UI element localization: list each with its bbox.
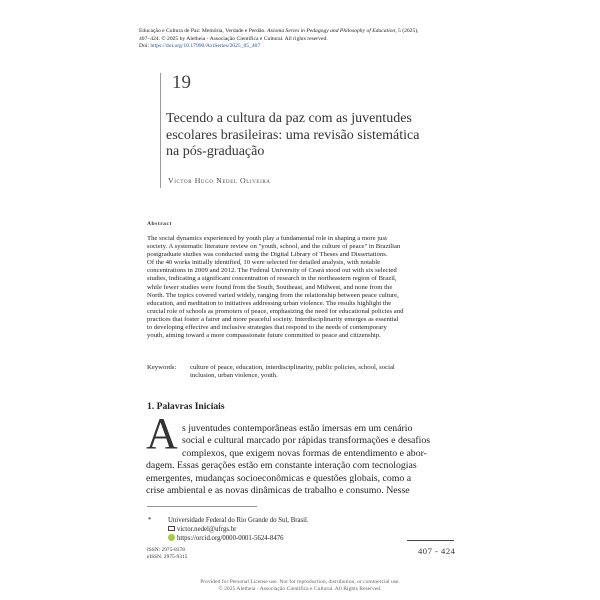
body-line: emergentes, mudanças socioeconômicas e questões globais, como a	[146, 472, 412, 484]
footnote-orcid-row	[148, 534, 309, 543]
footnote-email[interactable]: victor.nedel@ufrgs.br	[177, 526, 237, 533]
body-line: social e cultural marcado por rápidas transformações e desafios	[182, 435, 431, 447]
abstract-line: The social dynamics experienced by youth play a fundamental role in shaping a more just	[147, 235, 387, 242]
body-line: s juventudes contemporâneas estão imersas em um cenário	[182, 423, 413, 434]
abstract-line: youth, aiming toward a more compassionate future committed to peace and citizenship.	[147, 332, 381, 340]
doi-link[interactable]: https://doi.org/10.17990/AxiSeries/2025_05_407	[150, 43, 261, 50]
abstract-text	[147, 235, 452, 340]
chapter-title	[166, 111, 486, 161]
abstract-line: concentrations in 2009 and 2012. The Federal University of Ceará stood out with six selected	[147, 267, 397, 275]
body-line: complexos, que exigem novas formas de entendimento e abor-	[182, 447, 427, 459]
doi-line: Doi: https://doi.org/10.17990/AxiSeries/2025_05_407	[139, 43, 261, 50]
drop-cap: A	[146, 409, 178, 458]
abstract-line: while fewer studies were found from the South, Southeast, and Midwest, and none from the	[147, 283, 393, 291]
issn-electronic: eISSN: 2975-9315	[147, 553, 188, 560]
issn-block	[147, 547, 187, 560]
abstract-line: studies, indicating a significant concentration of research in the northeastern region of Brazil,	[147, 275, 397, 283]
abstract-line: Of the 40 works initially identified, 10 were selected for detailed analysis, with notable	[147, 259, 381, 267]
footnote-orcid[interactable]: https://orcid.org/0000-0001-5624-8476	[177, 535, 284, 542]
header-line-1: Educação e Cultura de Paz: Memória, Verdade e Perdão. Axioma Series in Pedagogy and Philosophy of Education, 5 (2025),	[139, 28, 419, 34]
abstract-line: practices that foster a fairer and more peaceful society. Interdisciplinarity emerges as essential	[147, 315, 399, 323]
title-line: Tecendo a cultura da paz com as juventudes	[166, 111, 412, 126]
body-text	[146, 423, 452, 497]
body-line: dagem. Essas gerações estão em constante interação com tecnologias	[146, 460, 417, 472]
header-line-2: 407–424. © 2025 by Aletheia - Associação Científica e Cultural. All rights reserved.	[139, 35, 328, 42]
chapter-rule	[160, 73, 161, 188]
author-name: Victor Hugo Nedel Oliveira	[168, 176, 271, 185]
footer-line-2: © 2025 Aletheia - Associação Científica e Cultural. All Rights Reserved.	[218, 586, 382, 593]
abstract-heading: Abstract	[147, 221, 172, 227]
keywords-line: culture of peace, education, interdisciplinarity, public policies, school, social	[190, 364, 395, 371]
keywords-line: inclusion, urban violence, youth.	[190, 372, 278, 380]
issn-print: ISSN: 2975-8378	[147, 547, 185, 553]
abstract-line: postgraduate studies was conducted using the Digital Library of Theses and Dissertations.	[147, 251, 388, 259]
abstract-line: education, and meditation to initiatives addressing urban violence. The results highlight the	[147, 299, 392, 307]
keywords-text	[190, 364, 452, 380]
footnote-affiliation: * Universidade Federal do Rio Grande do Sul, Brasil.	[148, 517, 309, 524]
page-range-rule	[407, 540, 454, 541]
footnote-mark: *	[148, 517, 152, 524]
abstract-line: to developing effective and inclusive strategies that respond to the needs of contemporary	[147, 324, 387, 332]
abstract-line: crucial role of schools as promoters of peace, emphasizing the need for educational policies and	[147, 307, 404, 315]
footnote-email-row	[148, 525, 309, 534]
section-heading: 1. Palavras Iniciais	[147, 401, 225, 412]
page-range: 407 - 424	[418, 546, 456, 556]
footnote-rule	[147, 506, 257, 507]
title-line: escolares brasileiras: uma revisão sistemática	[166, 127, 420, 143]
abstract-line: North. The topics covered varied widely, ranging from the relationship between peace culture,	[147, 291, 399, 299]
footnote	[148, 516, 309, 543]
abstract-line: society. A systematic literature review on "youth, school, and the culture of peace" in Brazilian	[147, 243, 401, 251]
body-line: crise ambiental e as novas dinâmicas de trabalho e consumo. Nesse	[146, 485, 410, 497]
running-header	[139, 28, 469, 51]
keywords-label: Keywords:	[147, 364, 177, 371]
footer-line-1: Provided for Personal License use. Not for reproduction, distribution, or commercial use.	[200, 579, 400, 585]
license-footer	[0, 579, 600, 593]
title-line: na pós-graduação	[166, 144, 265, 159]
chapter-number: 19	[172, 72, 191, 93]
orcid-icon	[168, 534, 175, 541]
email-icon	[168, 526, 175, 531]
